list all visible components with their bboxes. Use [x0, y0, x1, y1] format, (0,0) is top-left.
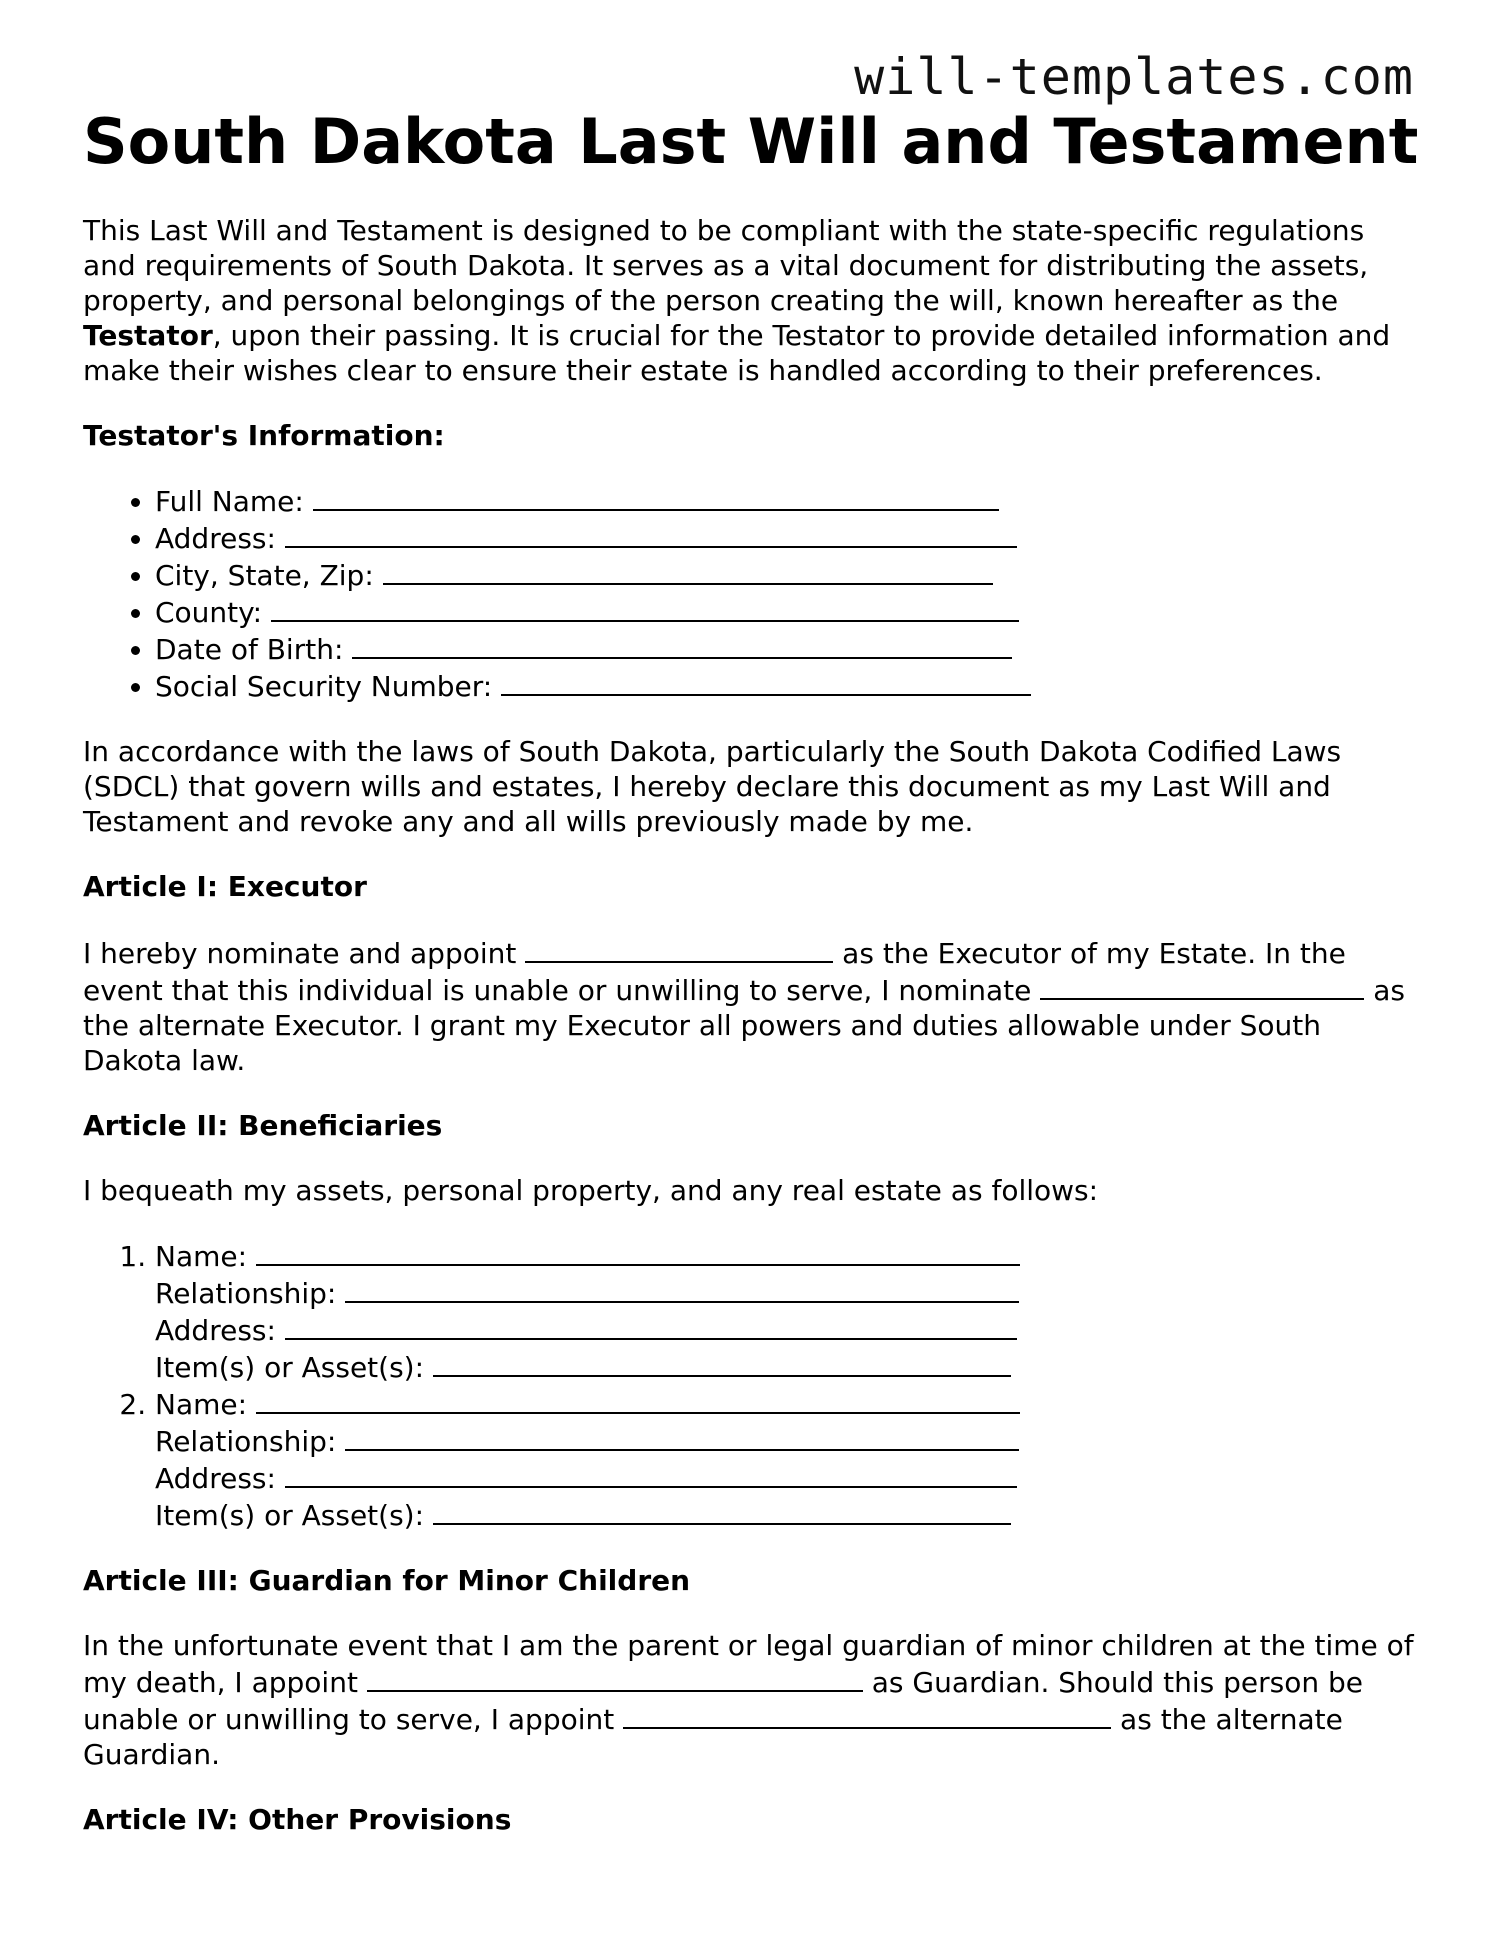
field-label: County:	[155, 596, 272, 629]
article3-text-3: as the alternate Guardian.	[83, 1703, 1343, 1771]
article4-heading: Article IV: Other Provisions	[83, 1803, 512, 1836]
document-title: South Dakota Last Will and Testament	[83, 105, 1419, 178]
document-page	[83, 104, 1423, 1837]
field-address	[155, 519, 1423, 556]
article1-text-1: I hereby nominate and appoint	[83, 937, 526, 970]
testator-fields-list	[83, 482, 1423, 704]
field-county	[155, 593, 1423, 630]
article3-text-1: In the unfortunate event that I am the parent or legal guardian of minor children at the time of my death, I appoint	[83, 1629, 1414, 1699]
beneficiary-name-line	[155, 1385, 1423, 1422]
field-label: Date of Birth:	[155, 633, 353, 666]
executor-blank[interactable]	[525, 934, 833, 963]
beneficiary-items-blank[interactable]	[433, 1348, 1011, 1377]
beneficiary-items-label: Item(s) or Asset(s):	[155, 1351, 433, 1384]
intro-paragraph	[83, 213, 1423, 388]
beneficiary-relationship-blank[interactable]	[345, 1274, 1019, 1303]
article1-text-3: as the alternate Executor. I grant my Executor all powers and duties allowable under South Dakota law.	[83, 974, 1405, 1077]
guardian-blank[interactable]	[367, 1663, 863, 1692]
beneficiary-items-line	[155, 1496, 1423, 1533]
article3-paragraph	[83, 1628, 1423, 1772]
ssn-blank[interactable]	[501, 667, 1031, 696]
intro-text-before: This Last Will and Testament is designed to be compliant with the state-specific regulations and requirements of South Dakota. It serves as a vital document for distributing the assets, property, and personal belongings of the person creating the will, known hereafter as the	[83, 214, 1369, 317]
beneficiary-relationship-line	[155, 1422, 1423, 1459]
beneficiary-relationship-blank[interactable]	[345, 1422, 1019, 1451]
beneficiary-address-label: Address:	[155, 1314, 285, 1347]
intro-testator-term: Testator	[83, 319, 213, 352]
city-state-zip-blank[interactable]	[383, 556, 993, 585]
field-date-of-birth	[155, 630, 1423, 667]
beneficiary-address-label: Address:	[155, 1462, 285, 1495]
beneficiary-items-blank[interactable]	[433, 1496, 1011, 1525]
field-full-name	[155, 482, 1423, 519]
field-label: Social Security Number:	[155, 670, 502, 703]
field-ssn	[155, 667, 1423, 704]
beneficiary-name-label: Name:	[155, 1240, 256, 1273]
field-label: City, State, Zip:	[155, 559, 383, 592]
beneficiary-name-line	[155, 1237, 1423, 1274]
field-label: Full Name:	[155, 485, 313, 518]
beneficiary-2	[155, 1385, 1423, 1533]
alternate-guardian-blank[interactable]	[623, 1700, 1111, 1729]
alternate-executor-blank[interactable]	[1040, 971, 1364, 1000]
intro-text-after: , upon their passing. It is crucial for the Testator to provide detailed information and make their wishes clear to ensure their estate is handled according to their preferences.	[83, 319, 1391, 387]
beneficiary-relationship-label: Relationship:	[155, 1425, 346, 1458]
article1-text-2: as the Executor of my Estate. In the event that this individual is unable or unwilling to serve, I nominate	[83, 937, 1346, 1007]
beneficiary-relationship-label: Relationship:	[155, 1277, 346, 1310]
beneficiary-address-line	[155, 1459, 1423, 1496]
watermark: will-templates.com	[854, 48, 1414, 106]
full-name-blank[interactable]	[313, 482, 999, 511]
beneficiary-items-label: Item(s) or Asset(s):	[155, 1499, 433, 1532]
beneficiary-address-blank[interactable]	[285, 1311, 1017, 1340]
article3-heading: Article III: Guardian for Minor Children	[83, 1564, 691, 1597]
beneficiary-1	[155, 1237, 1423, 1385]
article1-heading: Article I: Executor	[83, 870, 367, 903]
date-of-birth-blank[interactable]	[352, 630, 1012, 659]
article2-heading: Article II: Beneficiaries	[83, 1109, 443, 1142]
article2-intro: I bequeath my assets, personal property, and any real estate as follows:	[83, 1174, 1099, 1207]
field-city-state-zip	[155, 556, 1423, 593]
beneficiary-name-blank[interactable]	[256, 1385, 1020, 1414]
article3-text-2: as Guardian. Should this person be unable or unwilling to serve, I appoint	[83, 1666, 1363, 1736]
county-blank[interactable]	[271, 593, 1019, 622]
beneficiary-address-line	[155, 1311, 1423, 1348]
declaration-paragraph: In accordance with the laws of South Dakota, particularly the South Dakota Codified Laws (SDCL) that govern wills and estates, I hereby declare this document as my Last Will and Testament and revoke any and all wills previously made by me.	[83, 735, 1342, 838]
address-blank[interactable]	[285, 519, 1017, 548]
beneficiary-address-blank[interactable]	[285, 1459, 1017, 1488]
beneficiary-relationship-line	[155, 1274, 1423, 1311]
beneficiaries-list	[83, 1237, 1423, 1533]
beneficiary-items-line	[155, 1348, 1423, 1385]
beneficiary-name-blank[interactable]	[256, 1237, 1020, 1266]
article1-paragraph	[83, 934, 1423, 1078]
testator-info-heading: Testator's Information:	[83, 419, 445, 452]
beneficiary-name-label: Name:	[155, 1388, 256, 1421]
field-label: Address:	[155, 522, 285, 555]
